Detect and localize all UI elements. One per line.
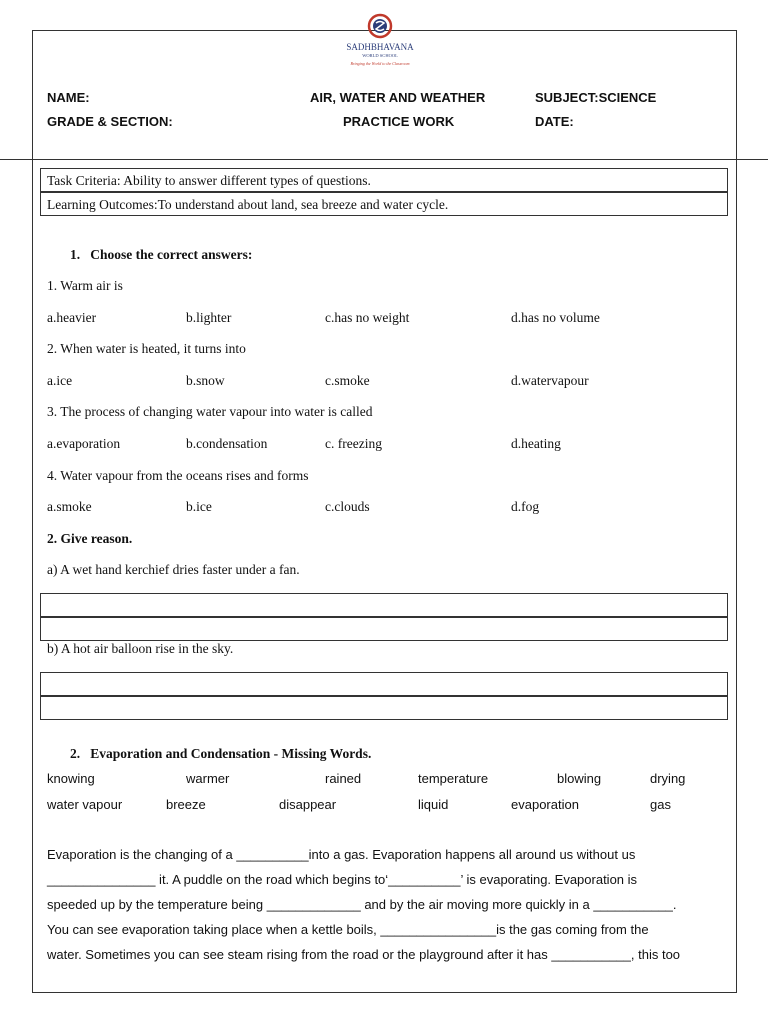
question-3: 3. The process of changing water vapour into water is called: [47, 404, 373, 419]
svg-text:Bringing the World to the Clas: Bringing the World to the Classroom: [350, 61, 410, 66]
word-temperature: temperature: [418, 771, 489, 786]
answer-box-b-line2[interactable]: [40, 696, 728, 720]
q4-option-d: d.fog: [511, 499, 540, 514]
date-label: DATE:: [535, 114, 574, 129]
practice-work-label: PRACTICE WORK: [343, 114, 455, 129]
q2-option-d: d.watervapour: [511, 373, 589, 388]
word-gas: gas: [650, 797, 671, 812]
grade-section-label: GRADE & SECTION:: [47, 114, 173, 129]
reason-b: b) A hot air balloon rise in the sky.: [47, 641, 234, 656]
question-2: 2. When water is heated, it turns into: [47, 341, 246, 356]
q3-option-a: a.evaporation: [47, 436, 121, 451]
section1-heading: 1. Choose the correct answers:: [70, 247, 253, 262]
paragraph-line-2: _______________ it. A puddle on the road which begins to‘__________’ is evaporating. Evaporation is: [47, 872, 638, 887]
section2-heading: 2. Give reason.: [47, 531, 133, 546]
subject-label: SUBJECT:SCIENCE: [535, 90, 657, 105]
word-liquid: liquid: [418, 797, 449, 812]
learning-outcomes: Learning Outcomes:To understand about land, sea breeze and water cycle.: [40, 192, 728, 216]
word-breeze: breeze: [166, 797, 206, 812]
svg-text:SADHBHAVANA: SADHBHAVANA: [346, 42, 414, 52]
word-drying: drying: [650, 771, 686, 786]
q1-option-d: d.has no volume: [511, 310, 600, 325]
section3-heading: 2. Evaporation and Condensation - Missing Words.: [70, 746, 372, 761]
task-criteria: Task Criteria: Ability to answer different types of questions.: [40, 168, 728, 192]
q3-option-c: c. freezing: [325, 436, 382, 451]
question-4: 4. Water vapour from the oceans rises and forms: [47, 468, 309, 483]
reason-a: a) A wet hand kerchief dries faster under a fan.: [47, 562, 300, 577]
answer-box-a-line1[interactable]: [40, 593, 728, 617]
word-evaporation: evaporation: [511, 797, 579, 812]
word-rained: rained: [325, 771, 362, 786]
answer-box-a-line2[interactable]: [40, 617, 728, 641]
question-1: 1. Warm air is: [47, 278, 123, 293]
q1-option-c: c.has no weight: [325, 310, 410, 325]
q1-option-b: b.lighter: [186, 310, 232, 325]
q2-option-a: a.ice: [47, 373, 73, 388]
word-knowing: knowing: [47, 771, 95, 786]
school-logo: [330, 12, 430, 68]
q4-option-a: a.smoke: [47, 499, 92, 514]
word-warmer: warmer: [186, 771, 230, 786]
word-blowing: blowing: [557, 771, 602, 786]
paragraph-line-1: Evaporation is the changing of a __________into a gas. Evaporation happens all around us without us: [47, 847, 636, 862]
q4-option-b: b.ice: [186, 499, 212, 514]
header-divider: [0, 159, 768, 160]
svg-text:WORLD SCHOOL: WORLD SCHOOL: [362, 53, 398, 58]
q4-option-c: c.clouds: [325, 499, 370, 514]
paragraph-line-4: You can see evaporation taking place when a kettle boils, ________________is the gas coming from the: [47, 922, 649, 937]
word-water-vapour: water vapour: [47, 797, 123, 812]
q2-option-c: c.smoke: [325, 373, 370, 388]
q3-option-d: d.heating: [511, 436, 561, 451]
paragraph-line-3: speeded up by the temperature being _____________ and by the air moving more quickly in a ___________.: [47, 897, 677, 912]
paragraph-line-5: water. Sometimes you can see steam rising from the road or the playground after it has ___________, this too: [47, 947, 681, 962]
answer-box-b-line1[interactable]: [40, 672, 728, 696]
q2-option-b: b.snow: [186, 373, 225, 388]
word-disappear: disappear: [279, 797, 337, 812]
q1-option-a: a.heavier: [47, 310, 97, 325]
worksheet-title: AIR, WATER AND WEATHER: [310, 90, 486, 105]
name-label: NAME:: [47, 90, 90, 105]
q3-option-b: b.condensation: [186, 436, 268, 451]
